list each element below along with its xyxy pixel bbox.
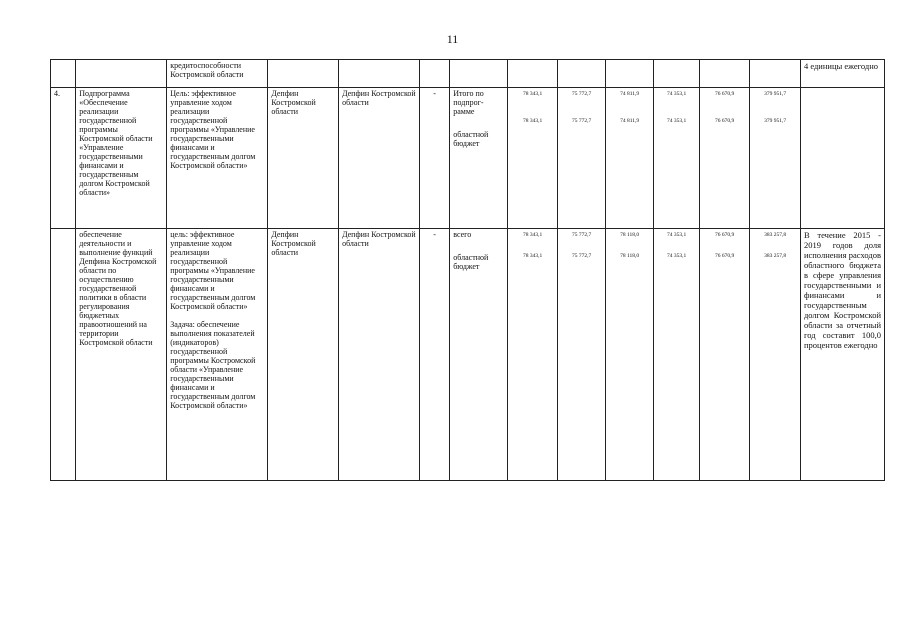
executor-cell: Депфин Костромской области [268, 229, 339, 481]
value-cell-2018 [654, 229, 699, 481]
participant-cell: Депфин Костромской области [339, 229, 420, 481]
value-budget: 78 343,1 [522, 118, 543, 124]
value-budget: 75 772,7 [572, 253, 592, 259]
value-total: 74 811,9 [620, 91, 640, 97]
row-index [51, 229, 76, 481]
value-cell-2019 [699, 88, 750, 229]
value-total: 76 670,9 [715, 91, 735, 97]
table-row-activity [51, 229, 885, 481]
result-cell [800, 88, 884, 229]
value-cell-2015 [507, 229, 558, 481]
value-budget: 76 670,9 [715, 118, 735, 124]
executor-cell: Депфин Костромской области [268, 88, 339, 229]
value-total: 74 353,1 [667, 232, 687, 238]
value-cell-sum [750, 88, 801, 229]
program-table [50, 59, 885, 481]
value-total: 76 670,9 [715, 232, 735, 238]
value-cell-2019 [699, 229, 750, 481]
result-cell: В течение 2015 - 2019 годов доля исполнения расходов областного бюджета в сфере управления государственными и финансами и государственным долгом Костромской области за отчетный год составит 100,0 процентов ежегодно [800, 229, 884, 481]
value-total: 75 772,7 [572, 232, 592, 238]
value-total: 74 353,1 [667, 91, 687, 97]
funding-source-cell [450, 88, 508, 229]
value-cell-2016 [558, 88, 606, 229]
value-budget: 75 772,7 [572, 118, 592, 124]
activity-name: обеспечение деятельности и выполнение функций Депфина Костромской области по осуществлению государственной политики в области регулирования бюджетных правоотношений на территории Костромской области [76, 229, 167, 481]
funding-source-budget: областной бюджет [453, 253, 489, 271]
table-row-subprogram [51, 88, 885, 229]
value-cell-2015 [507, 88, 558, 229]
value-total: 78 343,1 [522, 232, 543, 238]
table-row-continuation [51, 60, 885, 88]
value-budget: 76 670,9 [715, 253, 735, 259]
value-budget: 383 257,8 [764, 253, 787, 259]
value-cell-2017 [605, 229, 654, 481]
funding-source-total: Итого по подпрог-рамме [453, 89, 484, 116]
value-cell-2016 [558, 229, 606, 481]
funding-source-budget: областной бюджет [453, 130, 489, 148]
goal-cell [167, 229, 268, 481]
value-cell-2018 [654, 88, 699, 229]
value-budget: 78 343,1 [522, 253, 543, 259]
value-total: 75 772,7 [572, 91, 592, 97]
task-text: Задача: обеспечение выполнения показателей (индикаторов) государственной программы Костромской области «Управление государственными финансами и государственным долгом Костромской области» [170, 320, 256, 410]
result-cell: 4 единицы ежегодно [800, 60, 884, 88]
subprogram-name: Подпрограмма «Обеспечение реализации государственной программы Костромской области «Управление государственными финансами и государственным долгом Костромской области» [76, 88, 167, 229]
value-budget: 379 951,7 [764, 118, 787, 124]
value-budget: 74 811,9 [620, 118, 640, 124]
page-number: 11 [446, 32, 459, 46]
value-budget: 78 118,0 [620, 253, 640, 259]
row-index: 4. [51, 88, 76, 229]
dash-cell: - [419, 88, 449, 229]
value-total: 383 257,8 [764, 232, 787, 238]
value-cell-sum [750, 229, 801, 481]
value-budget: 74 353,1 [667, 253, 687, 259]
value-total: 78 118,0 [620, 232, 640, 238]
participant-cell: Депфин Костромской области [339, 88, 420, 229]
dash-cell: - [419, 229, 449, 481]
value-total: 379 951,7 [764, 91, 787, 97]
value-total: 78 343,1 [522, 91, 543, 97]
funding-source-cell [450, 229, 508, 481]
funding-source-total: всего [453, 230, 472, 239]
value-budget: 74 353,1 [667, 118, 687, 124]
value-cell-2017 [605, 88, 654, 229]
goal-cell: Цель: эффективное управление ходом реализации государственной программы «Управление государственными финансами и государственным долгом Костромской области» [167, 88, 268, 229]
goal-cell: кредитоспособности Костромской области [167, 60, 268, 88]
goal-text: цель: эффективное управление ходом реализации государственной программы «Управление государственными финансами и государственным долгом Костромской области» [170, 230, 256, 311]
